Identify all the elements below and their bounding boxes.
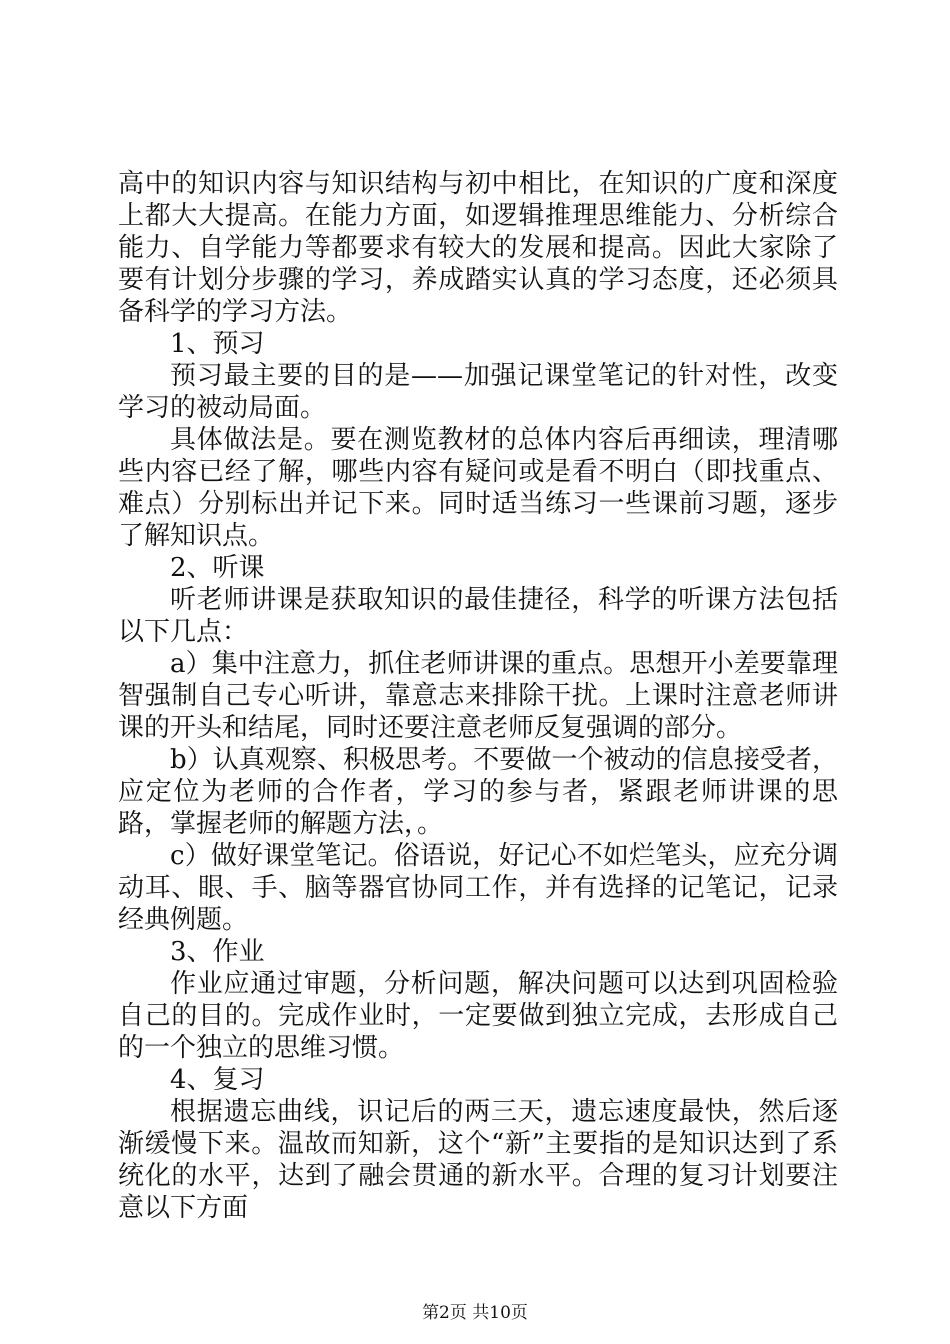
page-number-footer: 第2页 共10页 xyxy=(422,1303,528,1323)
listening-point-b: b）认真观察、积极思考。不要做一个被动的信息接受者，应定位为老师的合作者，学习的参与者，紧跟老师讲课的思路，掌握老师的解题方法，。 xyxy=(118,745,838,839)
listening-point-c: c）做好课堂笔记。俗语说，好记心不如烂笔头，应充分调动耳、眼、手、脑等器官协同工作，并有选择的记笔记，记录经典例题。 xyxy=(118,841,838,935)
document-body xyxy=(118,168,838,1224)
section-heading-review: 4、复习 xyxy=(170,1065,265,1095)
section-heading-homework: 3、作业 xyxy=(170,937,265,967)
review-paragraph: 根据遗忘曲线，识记后的两三天，遗忘速度最快，然后逐渐缓慢下来。温故而知新，这个“新”主要指的是知识达到了系统化的水平，达到了融会贯通的新水平。合理的复习计划要注意以下方面 xyxy=(118,1097,838,1223)
section-heading-preview: 1、预习 xyxy=(170,329,265,359)
homework-paragraph: 作业应通过审题，分析问题，解决问题可以达到巩固检验自己的目的。完成作业时，一定要做到独立完成，去形成自己的一个独立的思维习惯。 xyxy=(118,969,838,1063)
preview-method-paragraph: 具体做法是。要在测览教材的总体内容后再细读，理清哪些内容已经了解，哪些内容有疑问或是看不明白（即找重点、难点）分别标出并记下来。同时适当练习一些课前习题，逐步了解知识点。 xyxy=(118,425,838,551)
listening-intro-paragraph: 听老师讲课是获取知识的最佳捷径，科学的听课方法包括以下几点： xyxy=(118,585,838,647)
section-heading-listening: 2、听课 xyxy=(170,553,265,583)
preview-purpose-paragraph: 预习最主要的目的是——加强记课堂笔记的针对性，改变学习的被动局面。 xyxy=(118,361,838,423)
intro-paragraph: 高中的知识内容与知识结构与初中相比，在知识的广度和深度上都大大提高。在能力方面，如逻辑推理思维能力、分析综合能力、自学能力等都要求有较大的发展和提高。因此大家除了要有计划分步骤的学习，养成踏实认真的学习态度，还必须具备科学的学习方法。 xyxy=(118,169,838,327)
listening-point-a: a）集中注意力，抓住老师讲课的重点。思想开小差要靠理智强制自己专心听讲，靠意志来排除干扰。上课时注意老师讲课的开头和结尾，同时还要注意老师反复强调的部分。 xyxy=(118,649,838,743)
